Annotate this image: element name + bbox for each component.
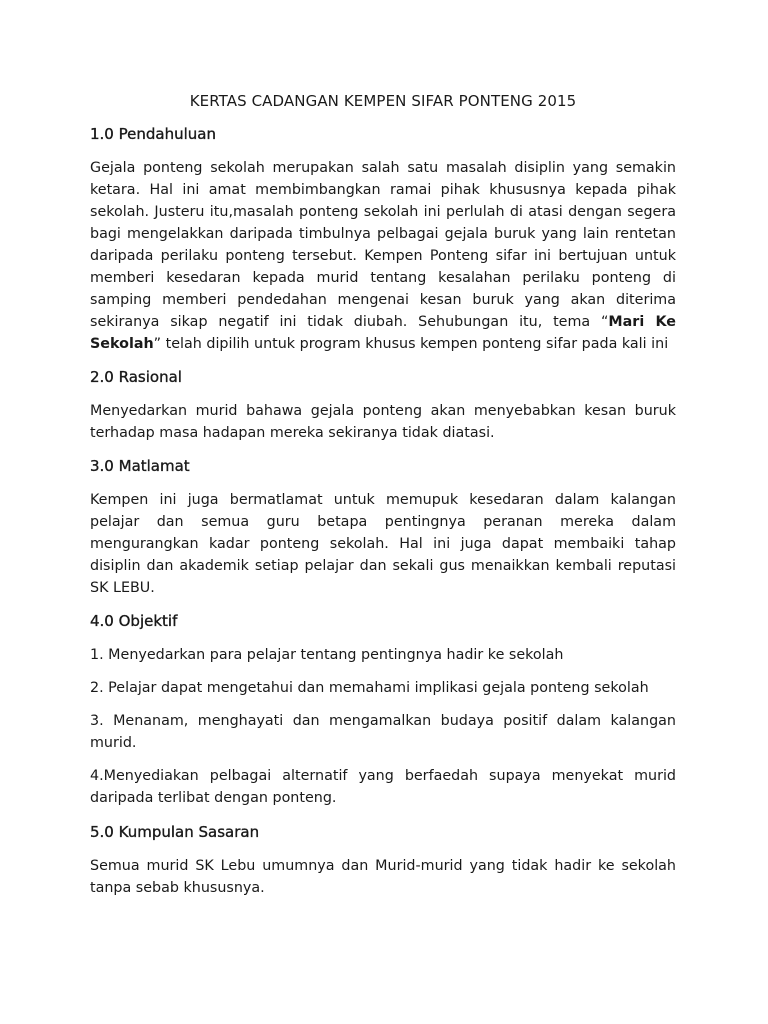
- section-rasional: [90, 366, 676, 444]
- objective-item: 4.Menyediakan pelbagai alternatif yang berfaedah supaya menyekat murid daripada terlibat dengan ponteng.: [90, 768, 676, 806]
- paragraph-text: ” telah dipilih untuk program khusus kempen ponteng sifar pada kali ini: [153, 336, 669, 352]
- section-kumpulan-sasaran: [90, 821, 676, 899]
- section-matlamat: [90, 455, 676, 599]
- section-heading: 5.0 Kumpulan Sasaran: [90, 823, 260, 841]
- section-pendahuluan: [90, 123, 676, 355]
- objective-item: 1. Menyedarkan para pelajar tentang pentingnya hadir ke sekolah: [90, 647, 564, 663]
- section-heading: 2.0 Rasional: [90, 368, 182, 386]
- document-page: [90, 90, 676, 910]
- section-paragraph: [90, 157, 676, 355]
- section-paragraph: Menyedarkan murid bahawa gejala ponteng akan menyebabkan kesan buruk terhadap masa hadapan mereka sekiranya tidak diatasi.: [90, 403, 676, 441]
- section-objektif: [90, 610, 676, 809]
- section-heading: 3.0 Matlamat: [90, 457, 190, 475]
- objective-item: 3. Menanam, menghayati dan mengamalkan budaya positif dalam kalangan murid.: [90, 713, 676, 751]
- document-title: KERTAS CADANGAN KEMPEN SIFAR PONTENG 2015: [189, 92, 577, 110]
- paragraph-text: Gejala ponteng sekolah merupakan salah satu masalah disiplin yang semakin ketara. Hal ini amat membimbangkan ramai pihak khususnya kepada pihak sekolah. Justeru itu,masalah ponteng sekolah ini perlulah di atasi dengan segera bagi mengelakkan daripada timbulnya pelbagai gejala buruk yang lain rentetan daripada perilaku ponteng tersebut. Kempen Ponteng sifar ini bertujuan untuk memberi kesedaran kepada murid tentang kesalahan perilaku ponteng di samping memberi pendedahan mengenai kesan buruk yang akan diterima sekiranya sikap negatif ini tidak diubah. Sehubungan itu, tema “: [90, 160, 676, 330]
- section-heading: 1.0 Pendahuluan: [90, 125, 216, 143]
- theme-text: Mari Ke Sekolah: [90, 314, 676, 352]
- objective-item: 2. Pelajar dapat mengetahui dan memahami implikasi gejala ponteng sekolah: [90, 680, 649, 696]
- section-paragraph: Semua murid SK Lebu umumnya dan Murid-murid yang tidak hadir ke sekolah tanpa sebab khususnya.: [90, 858, 676, 896]
- section-paragraph: Kempen ini juga bermatlamat untuk memupuk kesedaran dalam kalangan pelajar dan semua guru betapa pentingnya peranan mereka dalam mengurangkan kadar ponteng sekolah. Hal ini juga dapat membaiki tahap disiplin dan akademik setiap pelajar dan sekali gus menaikkan kembali reputasi SK LEBU.: [90, 492, 676, 596]
- section-heading: 4.0 Objektif: [90, 612, 178, 630]
